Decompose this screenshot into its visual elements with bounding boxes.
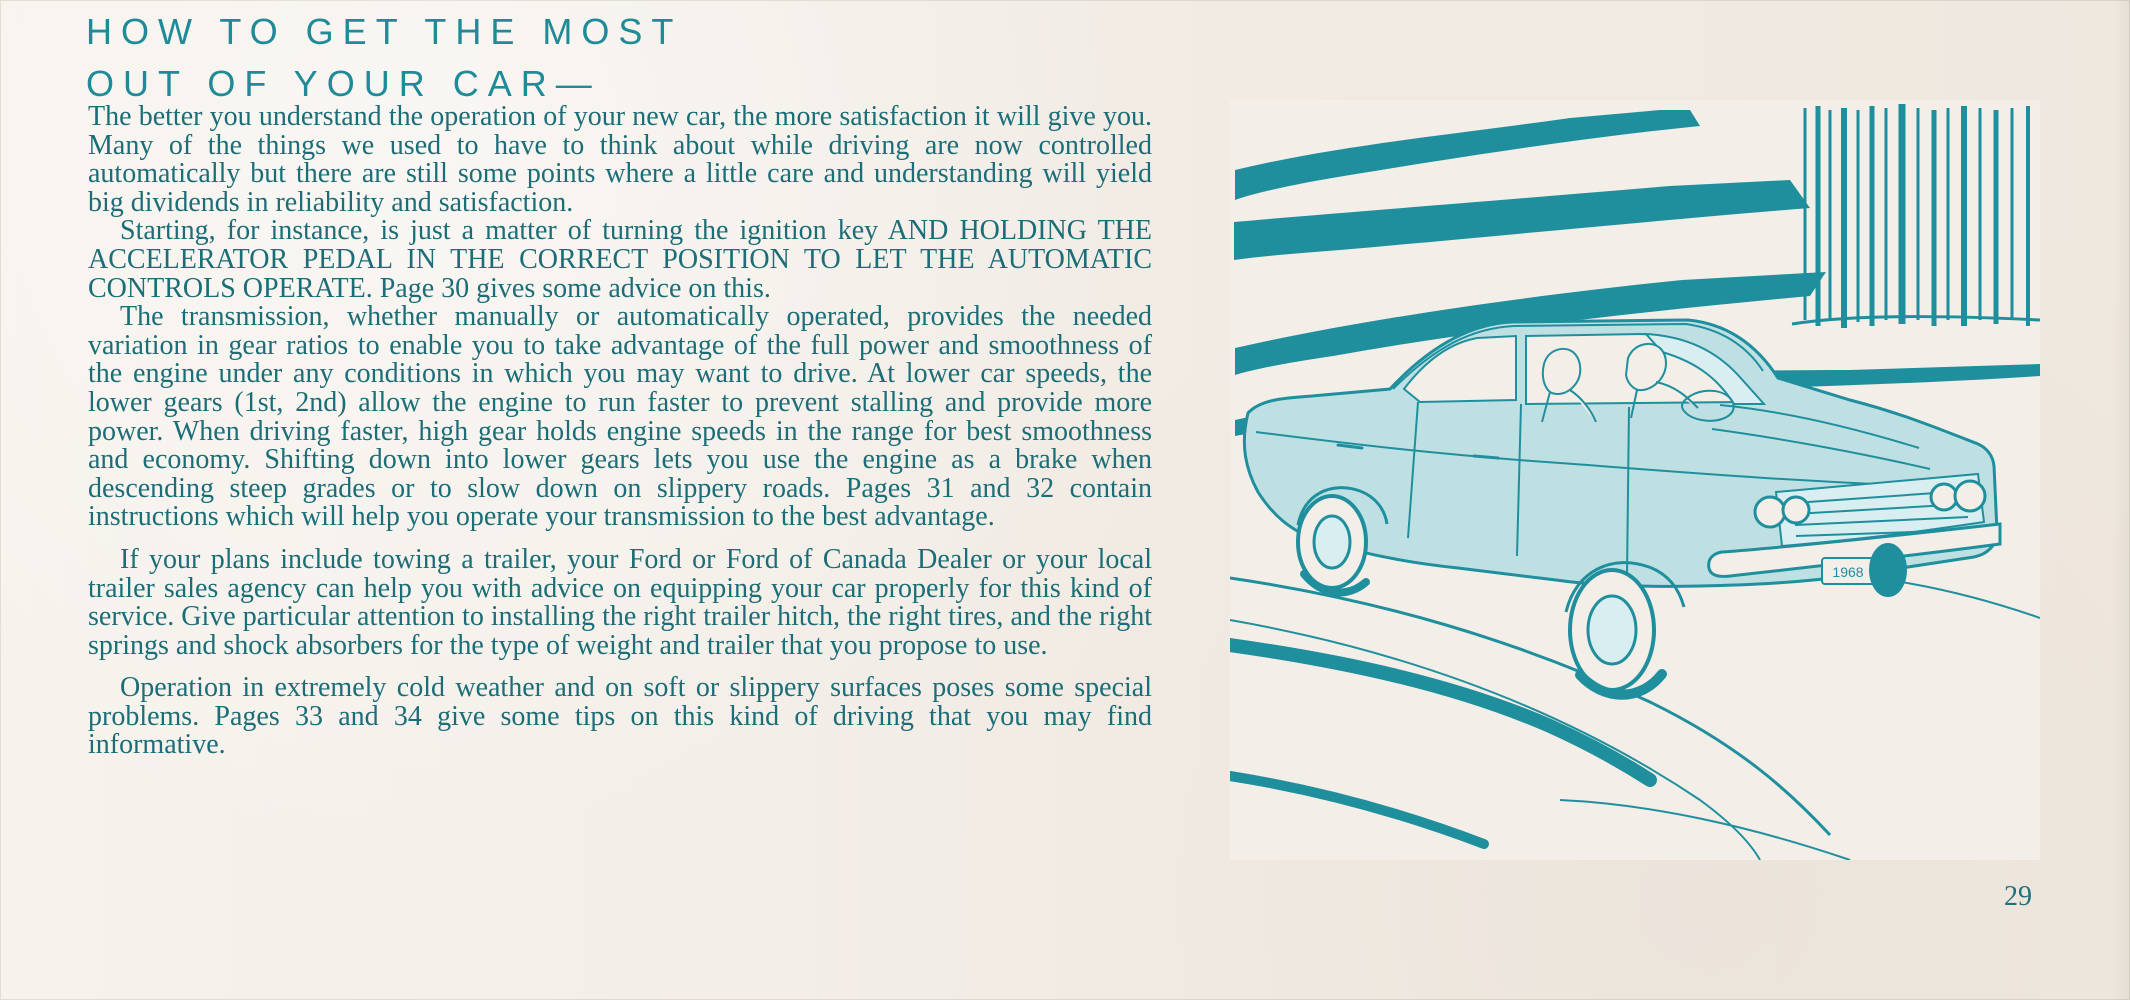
title-line-1: HOW TO GET THE MOST bbox=[86, 11, 683, 52]
paragraph-2: Starting, for instance, is just a matter of turning the ignition key AND HOLDING THE ACCELERATOR PEDAL IN THE CORRECT POSITION TO LET THE AUTOMATIC CONTROLS OPERATE. Page 30 gives some advice on this. bbox=[88, 215, 1152, 304]
headlight-right-inner bbox=[1931, 484, 1957, 510]
paragraph-3: The transmission, whether manually or automatically operated, provides the needed variation in gear ratios to enable you to take advantage of the full power and smoothness of the engine under any conditions in which you may want to drive. At lower car speeds, the lower gears (1st, 2nd) allow the engine to run faster to prevent stalling and provide more power. When driving faster, high gear holds engine speeds in the range for best smoothness and economy. Shifting down into lower gears lets you use the engine as a brake when descending steep grades or to slow down on slippery roads. Pages 31 and 32 contain instructions which will help you operate your transmission to the best advantage. bbox=[88, 301, 1152, 533]
paragraph-5: Operation in extremely cold weather and on soft or slippery surfaces poses some special problems. Pages 33 and 34 give some tips on this kind of driving that you may find informative. bbox=[88, 672, 1152, 761]
headlight-left-outer bbox=[1755, 497, 1785, 527]
license-plate-text: 1968 bbox=[1832, 564, 1864, 580]
page-number: 29 bbox=[2004, 881, 2032, 912]
body-text bbox=[88, 103, 1152, 760]
rear-wheel bbox=[1298, 496, 1366, 592]
paragraph-4: If your plans include towing a trailer, your Ford or Ford of Canada Dealer or your local trailer sales agency can help you with advice on equipping your car properly for this kind of service. Give particular attention to installing the right trailer hitch, the right tires, and the right springs and shock absorbers for the type of weight and trailer that you propose to use. bbox=[88, 543, 1152, 661]
page-title bbox=[86, 6, 846, 110]
rear-hubcap bbox=[1314, 516, 1350, 568]
edge-shadow bbox=[2112, 0, 2130, 1000]
headlight-left-inner bbox=[1783, 497, 1809, 523]
text-column bbox=[86, 0, 1152, 1000]
paragraph-1: The better you understand the operation of your new car, the more satisfaction it will give you. Many of the things we used to have to think about while driving are now controlled automatically but there are still some points where a little care and understanding will yield big dividends in reliability and satisfaction. bbox=[88, 101, 1152, 218]
title-line-2: OUT OF YOUR CAR— bbox=[86, 63, 601, 104]
headlight-right-outer bbox=[1955, 481, 1985, 511]
front-right-tire bbox=[1870, 544, 1906, 596]
door-handle-front bbox=[1474, 456, 1498, 458]
car-illustration bbox=[1230, 100, 2040, 860]
front-hubcap bbox=[1588, 596, 1636, 664]
front-right-wheel bbox=[1870, 544, 1906, 596]
